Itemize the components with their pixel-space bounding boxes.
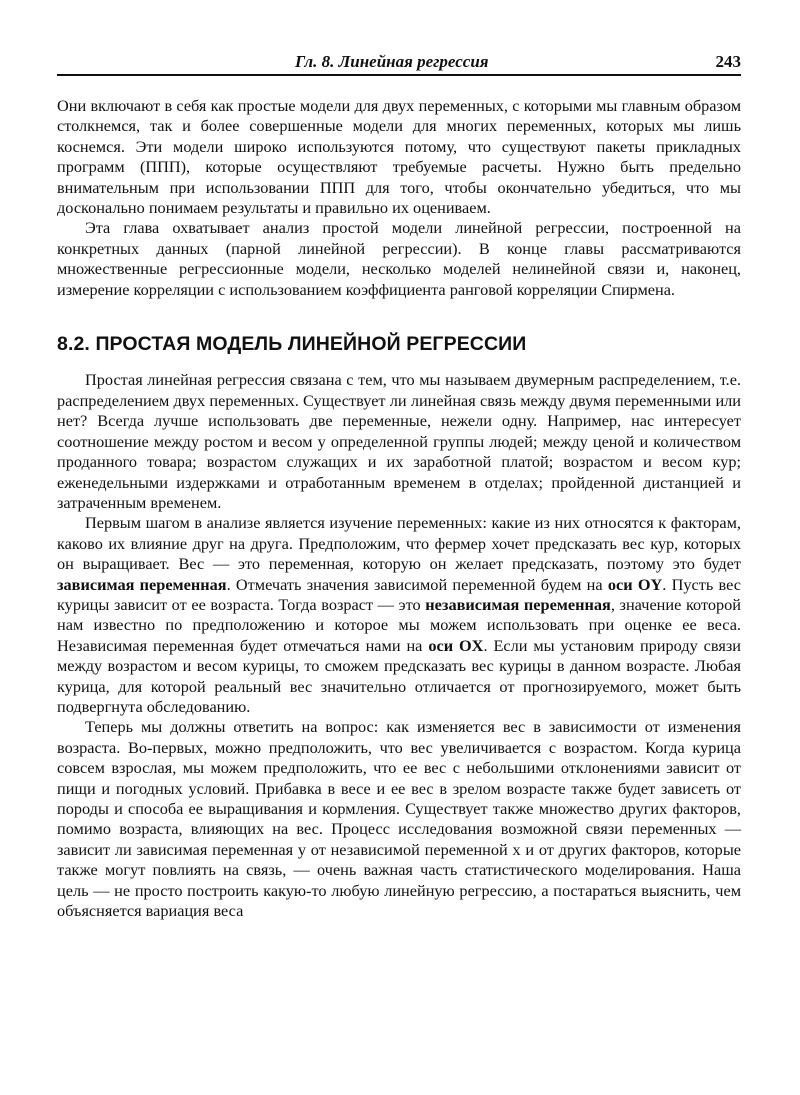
- text-run: . Пусть вес курицы зависит от ее возраста. Тогда возраст — это: [57, 574, 741, 614]
- intro-paragraph-1: Они включают в себя как простые модели для двух переменных, с которыми мы главным образом столкнемся, так и более совершенные модели для многих переменных, которых мы лишь коснемся. Эти модели широко используются потому, что существуют пакеты прикладных программ (ППП), которые осуществляют требуемые расчеты. Нужно быть предельно внимательным при использовании ППП для того, чтобы окончательно убедиться, что мы досконально понимаем результаты и правильно их оцениваем.: [57, 96, 741, 218]
- running-header: [57, 40, 741, 76]
- term-axis-oy: оси OY: [607, 574, 663, 594]
- chapter-title: Гл. 8. Линейная регрессия: [295, 52, 489, 71]
- page-body: [57, 96, 741, 921]
- text-run: Первым шагом в анализе является изучение переменных: какие из них относятся к факторам, каково их влияние друг на друга. Предположим, что фермер хочет предсказать вес кур, которых он выращивает. Вес — это переменная, которую он желает предсказать, поэтому это будет: [57, 513, 741, 574]
- term-independent-variable: независимая переменная: [425, 594, 611, 614]
- book-page: [57, 40, 741, 921]
- page-number: 243: [715, 52, 741, 71]
- section-paragraph-1: Простая линейная регрессия связана с тем, что мы называем двумерным распределением, т.е. распределением двух переменных. Существует ли линейная связь между двумя переменными или нет? Всегда лучше использовать две переменные, нежели одну. Например, нас интересует соотношение между ростом и весом у определенной группы людей; между ценой и количеством проданного товара; возрастом служащих и их заработной платой; возрастом и весом кур; еженедельными издержками и отработанным временем в отделах; пройденной дистанцией и затраченным временем.: [57, 370, 741, 512]
- text-run: , значение которой нам известно по предположению и которое мы можем использовать при оценке ее веса. Независимая переменная будет отмечаться нами на: [57, 594, 741, 655]
- section-paragraph-2: [57, 513, 741, 717]
- intro-paragraph-2: Эта глава охватывает анализ простой модели линейной регрессии, построенной на конкретных данных (парной линейной регрессии). В конце главы рассматриваются множественные регрессионные модели, несколько моделей нелинейной связи и, наконец, измерение корреляции с использованием коэффициента ранговой корреляции Спирмена.: [57, 218, 741, 299]
- text-run: . Отмечать значения зависимой переменной будем на: [226, 574, 608, 594]
- text-run: . Если мы установим природу связи между возрастом и весом курицы, то сможем предсказать вес курицы в данном возрасте. Любая курица, для которой реальный вес значительно отличается от прогнозируемого, может быть подвергнута обследованию.: [57, 635, 742, 716]
- term-axis-ox: оси OX: [428, 635, 484, 655]
- term-dependent-variable: зависимая переменная: [57, 574, 227, 594]
- section-heading: 8.2. ПРОСТАЯ МОДЕЛЬ ЛИНЕЙНОЙ РЕГРЕССИИ: [57, 333, 527, 356]
- section-paragraph-3: Теперь мы должны ответить на вопрос: как изменяется вес в зависимости от изменения возраста. Во-первых, можно предположить, что вес увеличивается с возрастом. Когда курица совсем взрослая, мы можем предположить, что ее вес с небольшими отклонениями зависит от пищи и погодных условий. Прибавка в весе и ее вес в зрелом возрасте также будет зависеть от породы и способа ее выращивания и кормления. Существует также множество других факторов, помимо возраста, влияющих на вес. Процесс исследования возможной связи переменных — зависит ли зависимая переменная у от независимой переменной х и от других факторов, которые также могут повлиять на связь, — очень важная часть статистического моделирования. Наша цель — не просто построить какую-то любую линейную регрессию, а постараться выяснить, чем объясняется вариация веса: [57, 717, 741, 921]
